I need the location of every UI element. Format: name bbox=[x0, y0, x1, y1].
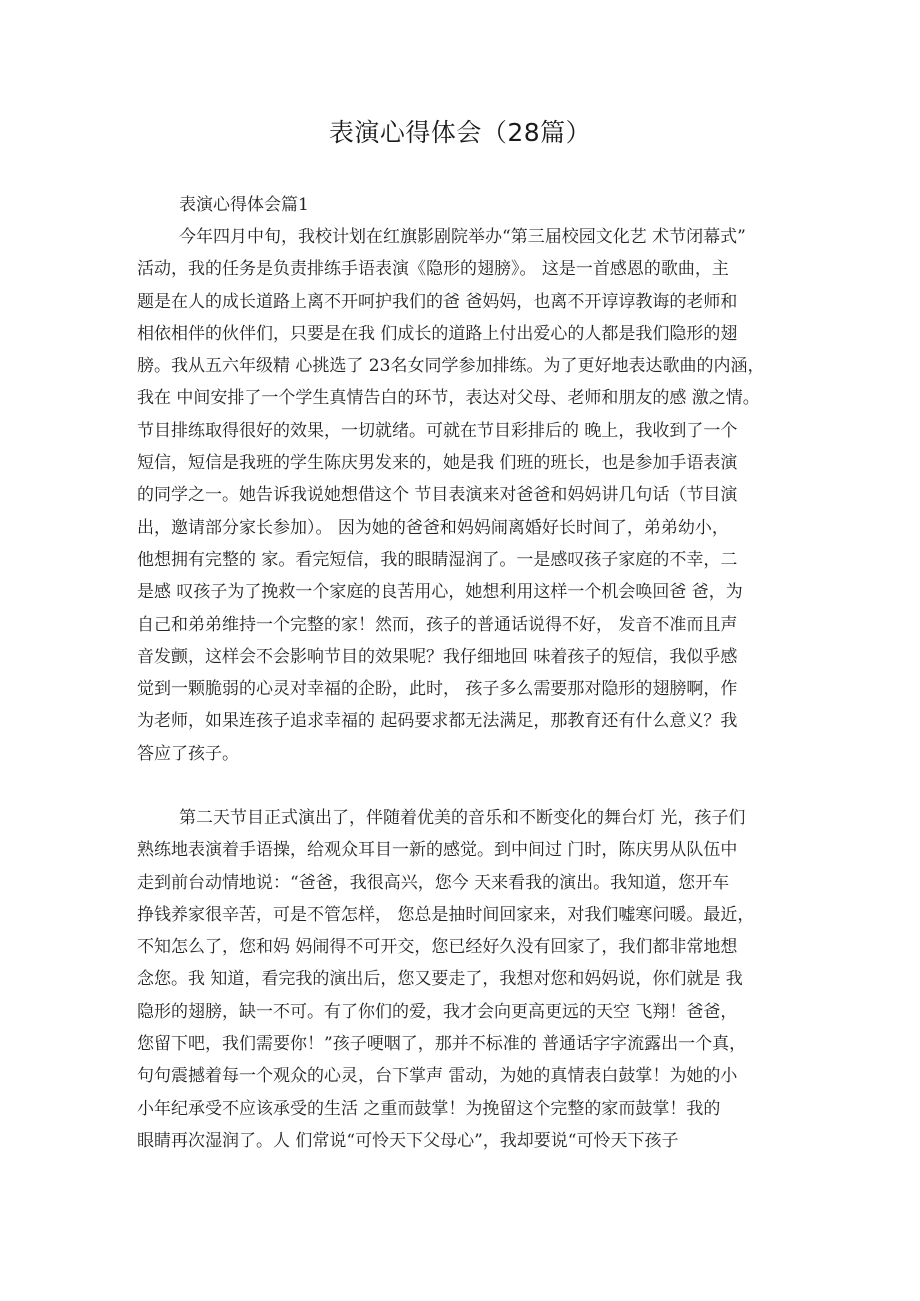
paragraph-line: 活动，我的任务是负责排练手语表演《隐形的翅膀》。 这是一首感恩的歌曲，主 bbox=[137, 259, 729, 280]
paragraph-line: 膀。我从五六年级精 心挑选了 23名女同学参加排练。为了更好地表达歌曲的内涵， bbox=[137, 356, 765, 377]
paragraph-line: 今年四月中旬，我校计划在红旗影剧院举办“第三届校园文化艺 术节闭幕式” bbox=[179, 227, 746, 247]
paragraph-line: 为老师，如果连孩子追求幸福的 起码要求都无法满足，那教育还有什么意义？我 bbox=[137, 711, 738, 732]
paragraph-line: 他想拥有完整的 家。看完短信，我的眼睛湿润了。一是感叹孩子家庭的不幸，二 bbox=[137, 549, 738, 570]
paragraph-line: 出，邀请部分家长参加）。 因为她的爸爸和妈妈闹离婚好长时间了，弟弟幼小， bbox=[137, 517, 729, 538]
paragraph-line: 答应了孩子。 bbox=[137, 743, 239, 764]
paragraph-line: 念您。我 知道，看完我的演出后，您又要走了，我想对您和妈妈说，你们就是 我 bbox=[137, 969, 743, 990]
paragraph-line: 小年纪承受不应该承受的生活 之重而鼓掌！为挽留这个完整的家而鼓掌！我的 bbox=[137, 1098, 721, 1119]
paragraph-line: 熟练地表演着手语操，给观众耳目一新的感觉。到中间过 门时，陈庆男从队伍中 bbox=[137, 840, 738, 861]
paragraph-line: 的同学之一。她告诉我说她想借这个 节目表演来对爸爸和妈妈讲几句话（节目演 bbox=[137, 485, 738, 506]
paragraph-line: 眼睛再次湿润了。人 们常说“可怜天下父母心”，我却要说“可怜天下孩子 bbox=[137, 1130, 679, 1151]
paragraph-line: 节目排练取得很好的效果，一切就绪。可就在节目彩排后的 晚上，我收到了一个 bbox=[137, 420, 738, 441]
paragraph-line: 是感 叹孩子为了挽救一个家庭的良苦用心，她想利用这样一个机会唤回爸 爸，为 bbox=[137, 582, 743, 603]
paragraph-2 bbox=[137, 802, 797, 1157]
paragraph-line: 不知怎么了，您和妈 妈闹得不可开交，您已经好久没有回家了，我们都非常地想 bbox=[137, 937, 738, 958]
paragraph-line: 走到前台动情地说：“爸爸，我很高兴，您今 天来看我的演出。我知道，您开车 bbox=[137, 872, 730, 893]
paragraph-line: 题是在人的成长道路上离不开呵护我们的爸 爸妈妈，也离不开谆谆教诲的老师和 bbox=[137, 291, 738, 312]
paragraph-line: 您留下吧，我们需要你！”孩子哽咽了，那并不标准的 普通话字字流露出一个真， bbox=[137, 1034, 747, 1055]
paragraph-line: 我在 中间安排了一个学生真情告白的环节，表达对父母、老师和朋友的感 激之情。 bbox=[137, 388, 760, 409]
paragraph-line: 句句震撼着每一个观众的心灵，台下掌声 雷动，为她的真情表白鼓掌！为她的小 bbox=[137, 1066, 738, 1087]
paragraph-line: 自己和弟弟维持一个完整的家！然而，孩子的普通话说得不好， 发音不准而且声 bbox=[137, 614, 738, 635]
section-heading: 表演心得体会篇1 bbox=[179, 195, 309, 215]
paragraph-line: 短信，短信是我班的学生陈庆男发来的，她是我 们班的班长，也是参加手语表演 bbox=[137, 453, 738, 474]
document-title: 表演心得体会（28篇） bbox=[328, 118, 592, 147]
paragraph-line: 音发颤，这样会不会影响节目的效果呢？我仔细地回 味着孩子的短信，我似乎感 bbox=[137, 646, 738, 667]
paragraph-line: 觉到一颗脆弱的心灵对幸福的企盼，此时， 孩子多么需要那对隐形的翅膀啊，作 bbox=[137, 679, 738, 700]
paragraph-line: 相依相伴的伙伴们，只要是在我 们成长的道路上付出爱心的人都是我们隐形的翅 bbox=[137, 323, 738, 344]
paragraph-line: 第二天节目正式演出了，伴随着优美的音乐和不断变化的舞台灯 光，孩子们 bbox=[179, 808, 746, 828]
paragraph-1 bbox=[137, 221, 797, 770]
paragraph-line: 隐形的翅膀，缺一不可。有了你们的爱，我才会向更高更远的天空 飞翔！爸爸， bbox=[137, 1001, 738, 1022]
paragraph-line: 挣钱养家很辛苦，可是不管怎样， 您总是抽时间回家来，对我们嘘寒问暖。最近， bbox=[137, 904, 755, 925]
